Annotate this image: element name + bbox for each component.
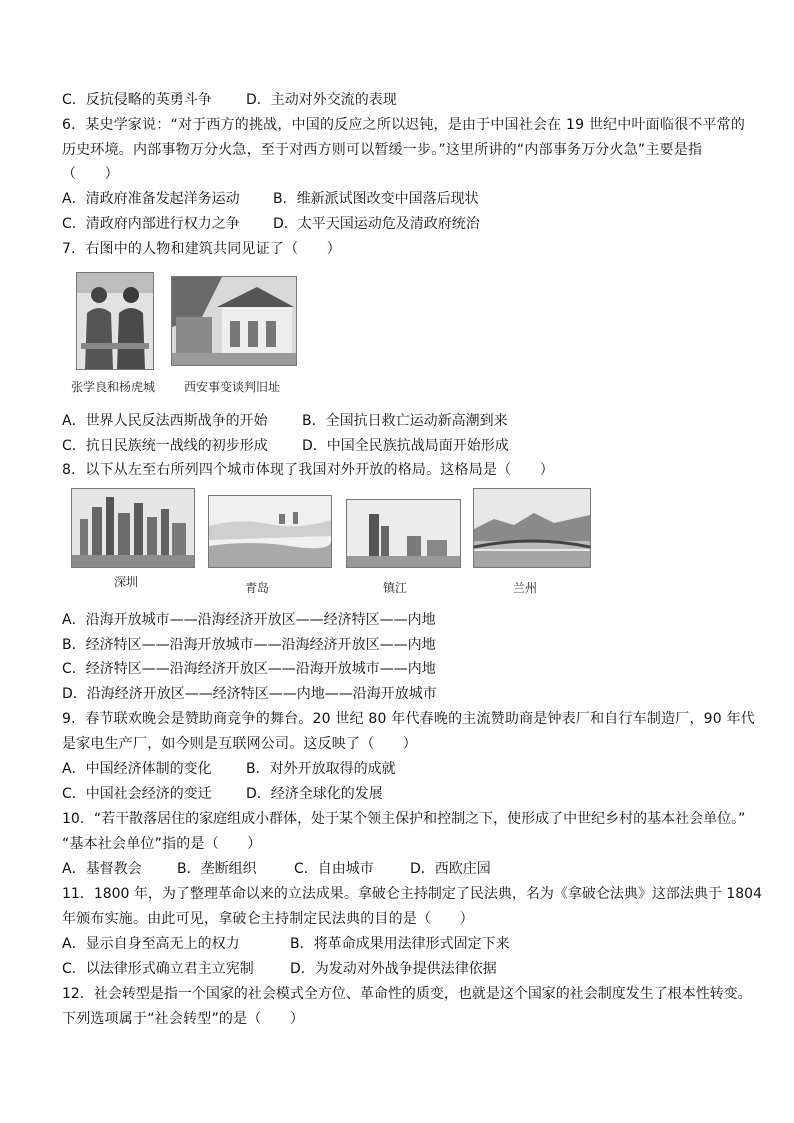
q12-stem-line1: 12．社会转型是指一个国家的社会模式全方位、革命性的质变，也就是这个国家的社会制度发生了根本性转变。 bbox=[62, 986, 752, 1002]
q6-stem-line1: 6．某史学家说：“对于西方的挑战，中国的反应之所以迟钝，是由于中国社会在 19 世纪中叶面临很不平常的 bbox=[62, 117, 746, 133]
q12-stem-line2: 下列选项属于“社会转型”的是（ ） bbox=[62, 1011, 305, 1027]
q6-answer-paren: （ ） bbox=[62, 166, 119, 182]
q11-option-c: C．以法律形式确立君主立宪制 bbox=[62, 961, 254, 977]
q6-option-d: D．太平天国运动危及清政府统治 bbox=[273, 216, 480, 232]
q8-option-d: D．沿海经济开放区——经济特区——内地——沿海开放城市 bbox=[62, 686, 437, 702]
q7-photo-xian-incident-site bbox=[171, 276, 297, 366]
q9-stem-line1: 9．春节联欢晚会是赞助商竞争的舞台。20 世纪 80 年代春晚的主流赞助商是钟表厂和自行车制造厂，90 年代 bbox=[62, 711, 755, 727]
q7-caption-1: 张学良和杨虎城 bbox=[71, 380, 156, 394]
q8-photo-qingdao bbox=[208, 495, 332, 568]
q7-option-a: A．世界人民反法西斯战争的开始 bbox=[62, 413, 268, 429]
q8-stem: 8．以下从左至右所列四个城市体现了我国对外开放的格局。这格局是（ ） bbox=[62, 462, 554, 478]
q8-caption-lanzhou: 兰州 bbox=[513, 581, 538, 595]
q6-stem-line2: 历史环境。内部事物万分火急，至于对西方则可以暂缓一步。”这里所讲的“内部事务万分火急”主要是指 bbox=[62, 142, 703, 158]
q8-caption-qingdao: 青岛 bbox=[245, 581, 270, 595]
q8-photo-zhenjiang bbox=[346, 499, 461, 568]
q8-photo-shenzhen bbox=[71, 488, 195, 568]
q8-caption-shenzhen: 深圳 bbox=[114, 575, 139, 589]
q9-option-b: B．对外开放取得的成就 bbox=[246, 761, 396, 777]
q10-option-a: A．基督教会 bbox=[62, 861, 142, 877]
q10-option-c: C．自由城市 bbox=[294, 861, 374, 877]
q11-option-d: D．为发动对外战争提供法律依据 bbox=[290, 961, 497, 977]
q8-caption-zhenjiang: 镇江 bbox=[383, 581, 408, 595]
q8-option-b: B．经济特区——沿海开放城市——沿海经济开放区——内地 bbox=[62, 637, 436, 653]
q5-option-c: C．反抗侵略的英勇斗争 bbox=[62, 92, 212, 108]
q8-option-c: C．经济特区——沿海经济开放区——沿海开放城市——内地 bbox=[62, 661, 436, 677]
q6-option-a: A．清政府准备发起洋务运动 bbox=[62, 191, 240, 207]
q7-option-c: C．抗日民族统一战线的初步形成 bbox=[62, 438, 268, 454]
q8-option-a: A．沿海开放城市——沿海经济开放区——经济特区——内地 bbox=[62, 612, 436, 628]
q9-stem-line2: 是家电生产厂，如今则是互联网公司。这反映了（ ） bbox=[62, 736, 417, 752]
q11-option-a: A．显示自身至高无上的权力 bbox=[62, 936, 240, 952]
q7-photo-zhang-yang bbox=[76, 272, 154, 370]
q7-option-d: D．中国全民族抗战局面开始形成 bbox=[302, 438, 509, 454]
q9-option-a: A．中国经济体制的变化 bbox=[62, 761, 212, 777]
q10-option-b: B．垄断组织 bbox=[177, 861, 257, 877]
q11-stem-line2: 年颁布实施。由此可见，拿破仑主持制定民法典的目的是（ ） bbox=[62, 911, 474, 927]
q7-caption-2: 西安事变谈判旧址 bbox=[184, 380, 281, 394]
q9-option-c: C．中国社会经济的变迁 bbox=[62, 786, 212, 802]
q11-option-b: B．将革命成果用法律形式固定下来 bbox=[290, 936, 510, 952]
q10-option-d: D．西欧庄园 bbox=[410, 861, 491, 877]
q8-photo-lanzhou bbox=[473, 488, 591, 568]
q6-option-b: B．维新派试图改变中国落后现状 bbox=[273, 191, 479, 207]
q11-stem-line1: 11．1800 年，为了整理革命以来的立法成果。拿破仑主持制定了民法典，名为《拿破仑法典》这部法典于 1804 bbox=[62, 886, 762, 902]
q10-stem-line1: 10．“若干散落居住的家庭组成小群体，处于某个领主保护和控制之下，使形成了中世纪乡村的基本社会单位。” bbox=[62, 811, 746, 827]
q5-option-d: D．主动对外交流的表现 bbox=[246, 92, 397, 108]
q9-option-d: D．经济全球化的发展 bbox=[246, 786, 383, 802]
q7-stem: 7．右图中的人物和建筑共同见证了（ ） bbox=[62, 241, 341, 257]
q7-option-b: B．全国抗日救亡运动新高潮到来 bbox=[302, 413, 508, 429]
q6-option-c: C．清政府内部进行权力之争 bbox=[62, 216, 240, 232]
q10-stem-line2: “基本社会单位”指的是（ ） bbox=[62, 836, 262, 852]
